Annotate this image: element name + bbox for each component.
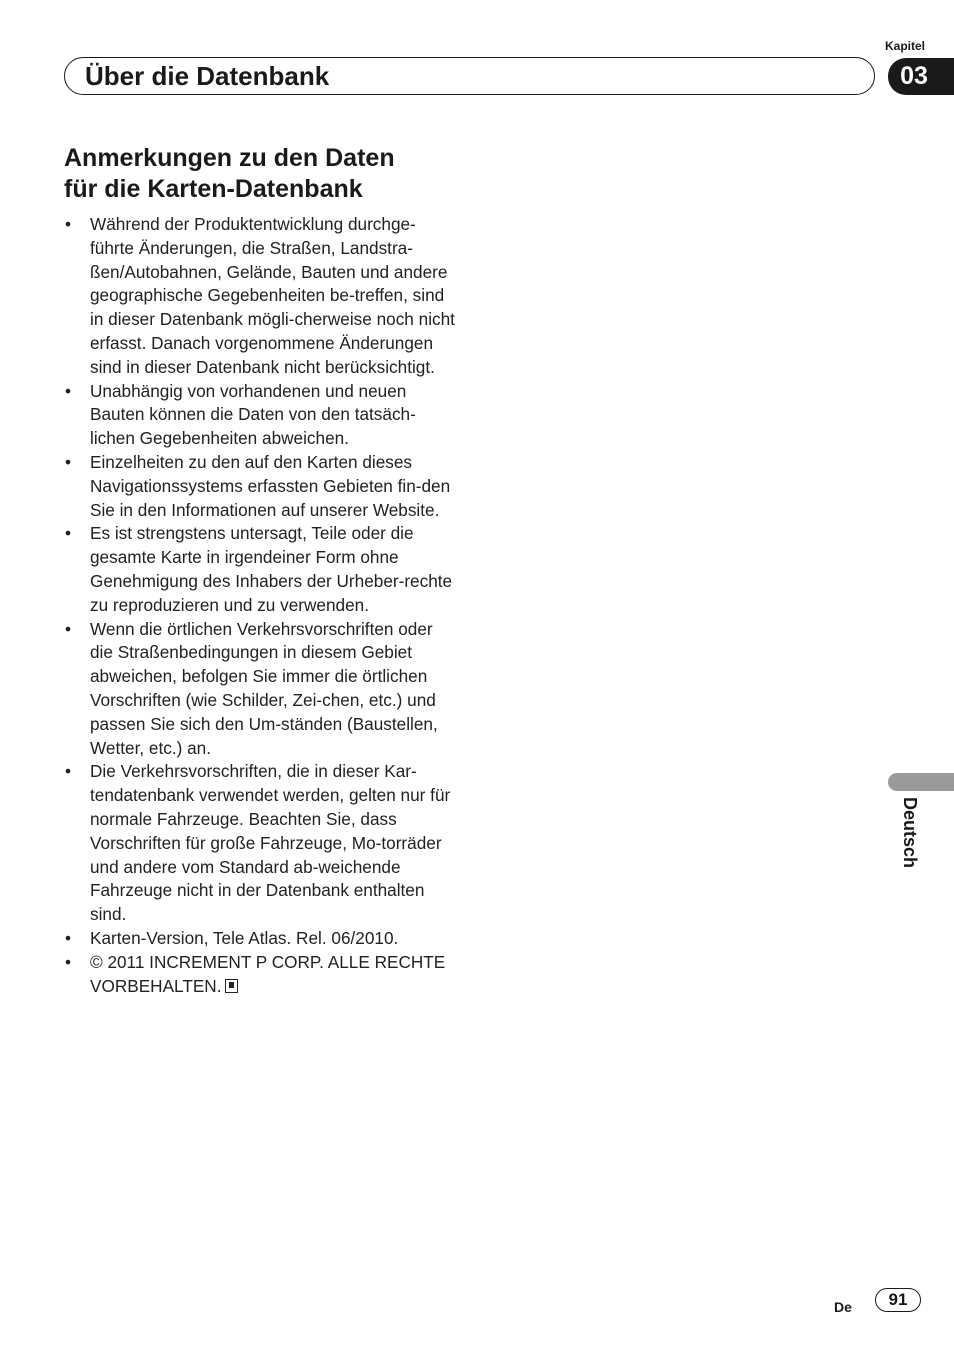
list-item [64, 618, 456, 761]
chapter-tab [888, 58, 954, 95]
list-item [64, 760, 456, 927]
chapter-title: Über die Datenbank [85, 61, 330, 91]
chapter-label: Kapitel [884, 39, 925, 53]
list-item-text: Unabhängig von vorhandenen und neuen Bauten können die Daten von den tatsäch-lichen Gegebenheiten abweichen. [90, 380, 416, 449]
list-item-text: Es ist strengstens untersagt, Teile oder die gesamte Karte in irgendeiner Form ohne Genehmigung des Inhabers der Urheber-rechte zu reproduzieren und zu verwenden. [90, 523, 453, 615]
page-number: 91 [875, 1288, 921, 1312]
list-item [64, 213, 456, 380]
language-label: Deutsch [900, 797, 920, 869]
section-title-line-2: für die Karten-Datenbank [64, 175, 363, 203]
notes-list [64, 213, 456, 998]
footer-language-code: De [834, 1299, 852, 1315]
list-item [64, 451, 456, 522]
chapter-number: 03 [900, 62, 928, 90]
list-item-text: © 2011 INCREMENT P CORP. ALLE RECHTE VORBEHALTEN. [90, 951, 446, 996]
list-item-text: Karten-Version, Tele Atlas. Rel. 06/2010. [90, 927, 399, 948]
list-item [64, 522, 456, 617]
list-item-text: Während der Produktentwicklung durchge-führte Änderungen, die Straßen, Landstra-ßen/Autobahnen, Gelände, Bauten und andere geographische Gegebenheiten be-treffen, sind in dieser Datenbank mögli-cherweise noch nicht erfasst. Danach vorgenommene Änderungen sind in dieser Datenbank nicht berücksichtigt. [90, 214, 455, 377]
language-tab [888, 773, 954, 791]
list-item [64, 951, 456, 999]
section-end-icon [225, 979, 238, 993]
list-item-text: Einzelheiten zu den auf den Karten dieses Navigationssystems erfassten Gebieten fin-den Sie in den Informationen auf unserer Website. [90, 451, 451, 520]
list-item [64, 927, 456, 951]
chapter-header-bar [64, 57, 875, 95]
section-title [64, 143, 484, 205]
list-item [64, 380, 456, 451]
list-item-text: Wenn die örtlichen Verkehrsvorschriften oder die Straßenbedingungen in diesem Gebiet abweichen, befolgen Sie immer die örtlichen Vorschriften (wie Schilder, Zei-chen, etc.) und passen Sie sich den Um-ständen (Baustellen, Wetter, etc.) an. [90, 618, 438, 758]
list-item-text: Die Verkehrsvorschriften, die in dieser Kar-tendatenbank verwendet werden, gelten nur für normale Fahrzeuge. Beachten Sie, dass Vorschriften für große Fahrzeuge, Mo-torräder und andere vom Standard ab-weichende Fahrzeuge nicht in der Datenbank enthalten sind. [90, 761, 451, 925]
section-title-line-1: Anmerkungen zu den Daten [64, 144, 395, 172]
